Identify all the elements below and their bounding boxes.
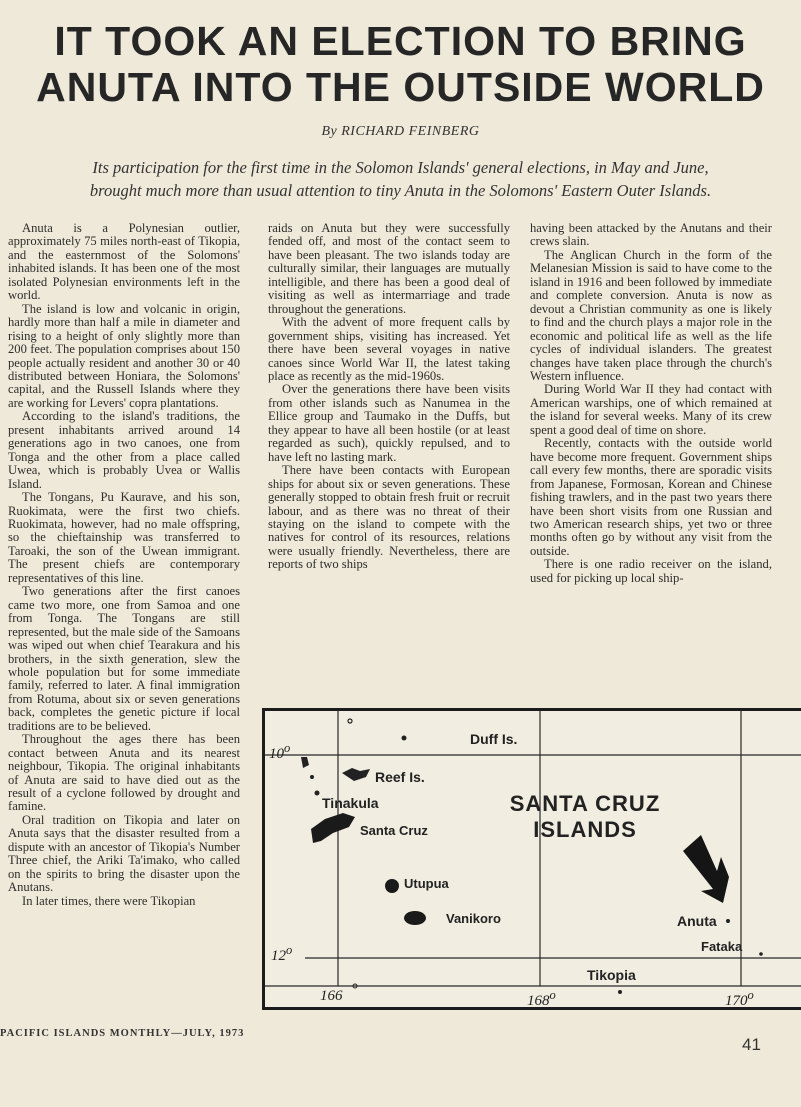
paragraph: There have been contacts with European ships for about six or seven generations. These generally stopped to obtain fresh fruit or recruit labour, and as there was no threat of their staying on the island to compete with the natives for control of its resources, relations were usually friendly. Nevertheless, there are reports of two ships [268, 463, 510, 572]
paragraph: raids on Anuta but they were successfully fended off, and most of the contact seem to have been pleasant. The two islands today are culturally similar, their languages are mutually intelligible, and there has been a good deal of visiting as well as intermarriage and trade throughout the generations. [268, 221, 510, 316]
latitude-10-label: 10$^o$ [269, 741, 291, 762]
paragraph: Oral tradition on Tikopia and later on Anuta says that the disaster resulted from a dispute with an ancestor of Tikopia's Number Three chief, the Ariki Ta'imako, who called on the spirits to bring the disaster upon the Anutans. [8, 812, 240, 895]
article-title [0, 18, 801, 110]
map-label-duff: Duff Is. [470, 731, 518, 747]
longitude-170-label: 170$^o$ [725, 988, 754, 1009]
paragraph: During World War II they had contact with American warships, one of which remained at the island for several weeks. Many of its crew spent a good deal of time on shore. [530, 382, 772, 437]
title-line-2: ANUTA INTO THE OUTSIDE WORLD [36, 64, 765, 110]
paragraph: Two generations after the first canoes came two more, one from Samoa and one from Tonga. The Tongans are still represented, but the male side of the Samoans was wiped out when chief Tearakura and his brothers, in the sixth generation, slew the whole population but for some immediate family, referred to later. A final immigration from Rotuma, about six or seven generations back, completes the genetic picture if local traditions are to be believed. [8, 584, 240, 733]
utupua-island-shape [385, 879, 399, 893]
map-label-fataka: Fataka [701, 939, 743, 954]
santa-cruz-island-shape [311, 813, 355, 843]
anuta-pointer-arrow [683, 835, 729, 903]
paragraph: In later times, there were Tikopian [22, 893, 196, 908]
intro-line-2: brought much more than usual attention to tiny Anuta in the Solomons' Eastern Outer Islands. [89, 181, 712, 200]
paragraph: Over the generations there have been visits from other islands such as Nanumea in the Ellice group and Taumako in the Duffs, but they appear to have all been hostile (or at least regarded as such), quickly repulsed, and to have left no lasting mark. [268, 382, 510, 464]
title-line-1: IT TOOK AN ELECTION TO BRING [54, 18, 747, 64]
map-label-santa-cruz: Santa Cruz [360, 823, 428, 838]
map-label-reef: Reef Is. [375, 769, 425, 785]
byline: By RICHARD FEINBERG [321, 124, 480, 139]
paragraph: The island is low and volcanic in origin, hardly more than half a mile in diameter and rising to a height of only slightly more than 200 feet. The population comprises about 150 people actually resident and another 30 or 40 distributed between Honiara, the Solomons' capital, and the Russell Islands where they are working for Levers' copra plantations. [8, 301, 240, 410]
map-label-utupua: Utupua [404, 876, 449, 891]
map-label-tinakula: Tinakula [322, 795, 379, 811]
duff-island-marker [402, 736, 407, 741]
santa-cruz-map [262, 708, 801, 1010]
map-label-tikopia: Tikopia [587, 967, 636, 983]
column-2 [268, 222, 510, 572]
page-number: 41 [742, 1035, 761, 1054]
footer-publication: PACIFIC ISLANDS MONTHLY—JULY, 1973 [0, 1028, 245, 1039]
paragraph: Anuta is a Polynesian outlier, approximately 75 miles north-east of Tikopia, and the easternmost of the Solomons' inhabited islands. It has been one of the most isolated Polynesian environments left in the world. [8, 221, 240, 303]
paragraph: Throughout the ages there has been contact between Anuta and its nearest neighbour, Tikopia. The original inhabitants of Anuta are said to have died out as the result of a cyclone followed by drought and famine. [8, 732, 240, 814]
longitude-166-label: 166 [320, 988, 343, 1004]
intro-deck [0, 156, 801, 202]
paragraph: Recently, contacts with the outside world have become more frequent. Government ships call every few months, there are sporadic visits from Japanese, Formosan, Korean and Chinese fishing trawlers, and in the past two years there have been short visits from one Russian and two American research ships, yet two or three months often go by without any visit from the outside. [530, 436, 772, 558]
column-3 [530, 222, 772, 585]
map-graticule [265, 711, 801, 1013]
paragraph: With the advent of more frequent calls by government ships, visiting has increased. Yet there have been several voyages in native canoes since World War II, the latest taking place as recently as the mid-1960s. [268, 315, 510, 383]
reef-islands-shape [342, 768, 370, 781]
map-title-line-2: ISLANDS [533, 817, 637, 842]
map-title [505, 791, 665, 843]
tinakula-marker [315, 791, 320, 796]
map-label-vanikoro: Vanikoro [446, 911, 501, 926]
column-1 [8, 222, 240, 908]
paragraph: The Tongans, Pu Kaurave, and his son, Ruokimata, were the first two chiefs. Ruokimata, however, had no male offspring, so the chieftainship was transferred to Taroaki, the son of the Uwean immigrant. The present chiefs are contemporary representatives of this line. [8, 490, 240, 585]
paragraph: having been attacked by the Anutans and their crews slain. [530, 221, 772, 249]
map-label-anuta: Anuta [677, 913, 717, 929]
intro-line-1: Its participation for the first time in the Solomon Islands' general elections, in May and June, [92, 158, 709, 177]
paragraph: The Anglican Church in the form of the Melanesian Mission is said to have come to the island in 1916 and been followed by immediate and complete conversion. Anuta is now as devout a Christian community as one is likely to find and the church plays a major role in the economic and political life as well as the life cycles of individual islanders. The greatest changes have taken place through the church's Western influence. [530, 247, 772, 383]
paragraph: There is one radio receiver on the island, used for picking up local ship- [530, 557, 772, 585]
longitude-168-label: 168$^o$ [527, 988, 556, 1009]
paragraph: According to the island's traditions, the present inhabitants arrived around 14 generations ago in two canoes, one from Tonga and the other from a place called Uwea, which is probably Uvea or Wallis Island. [8, 409, 240, 491]
vanikoro-island-shape [404, 911, 426, 925]
map-title-line-1: SANTA CRUZ [509, 791, 661, 816]
latitude-12-label: 12$^o$ [271, 943, 293, 964]
